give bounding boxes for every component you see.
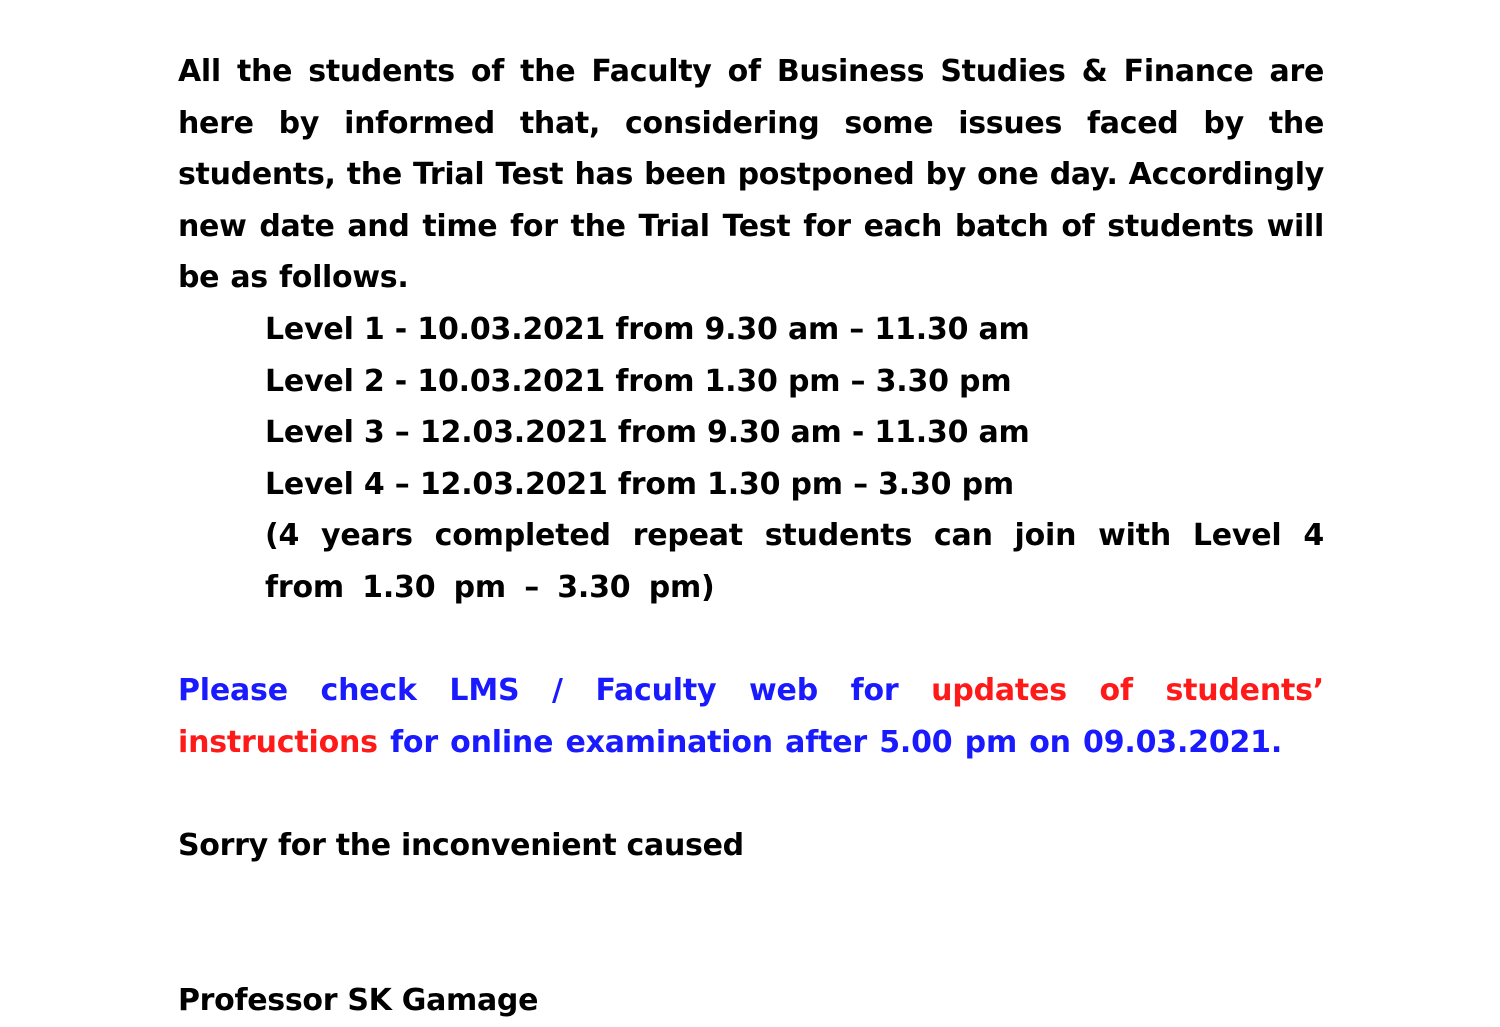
trial-test-schedule [265, 304, 1324, 613]
schedule-level-4: Level 4 – 12.03.2021 from 1.30 pm – 3.30 pm [265, 466, 1014, 502]
schedule-level-1: Level 1 - 10.03.2021 from 9.30 am – 11.30 am [265, 312, 1030, 347]
notice-text-start: Please check LMS / Faculty web for [178, 673, 932, 708]
repeat-students-note: (4 years completed repeat students can join with Level 4 from 1.30 pm – 3.30 pm) [265, 518, 1324, 605]
notice-text-highlight: updates of students’ instructions [178, 673, 1324, 760]
apology-text: Sorry for the inconvenient caused [178, 828, 744, 863]
intro-paragraph: All the students of the Faculty of Business Studies & Finance are here by informed that, considering some issues faced by the students, the Trial Test has been postponed by one day. Accordingly new date and time for the Trial Test for each batch of students will be as follows. [178, 54, 1324, 295]
schedule-level-2: Level 2 - 10.03.2021 from 1.30 pm – 3.30 pm [265, 363, 1012, 399]
schedule-level-3: Level 3 – 12.03.2021 from 9.30 am - 11.30 am [265, 415, 1030, 450]
notice-text-end: for online examination after 5.00 pm on 09.03.2021. [377, 724, 1283, 760]
lms-notice [178, 665, 1324, 768]
signatory-name: Professor SK Gamage [178, 983, 539, 1018]
